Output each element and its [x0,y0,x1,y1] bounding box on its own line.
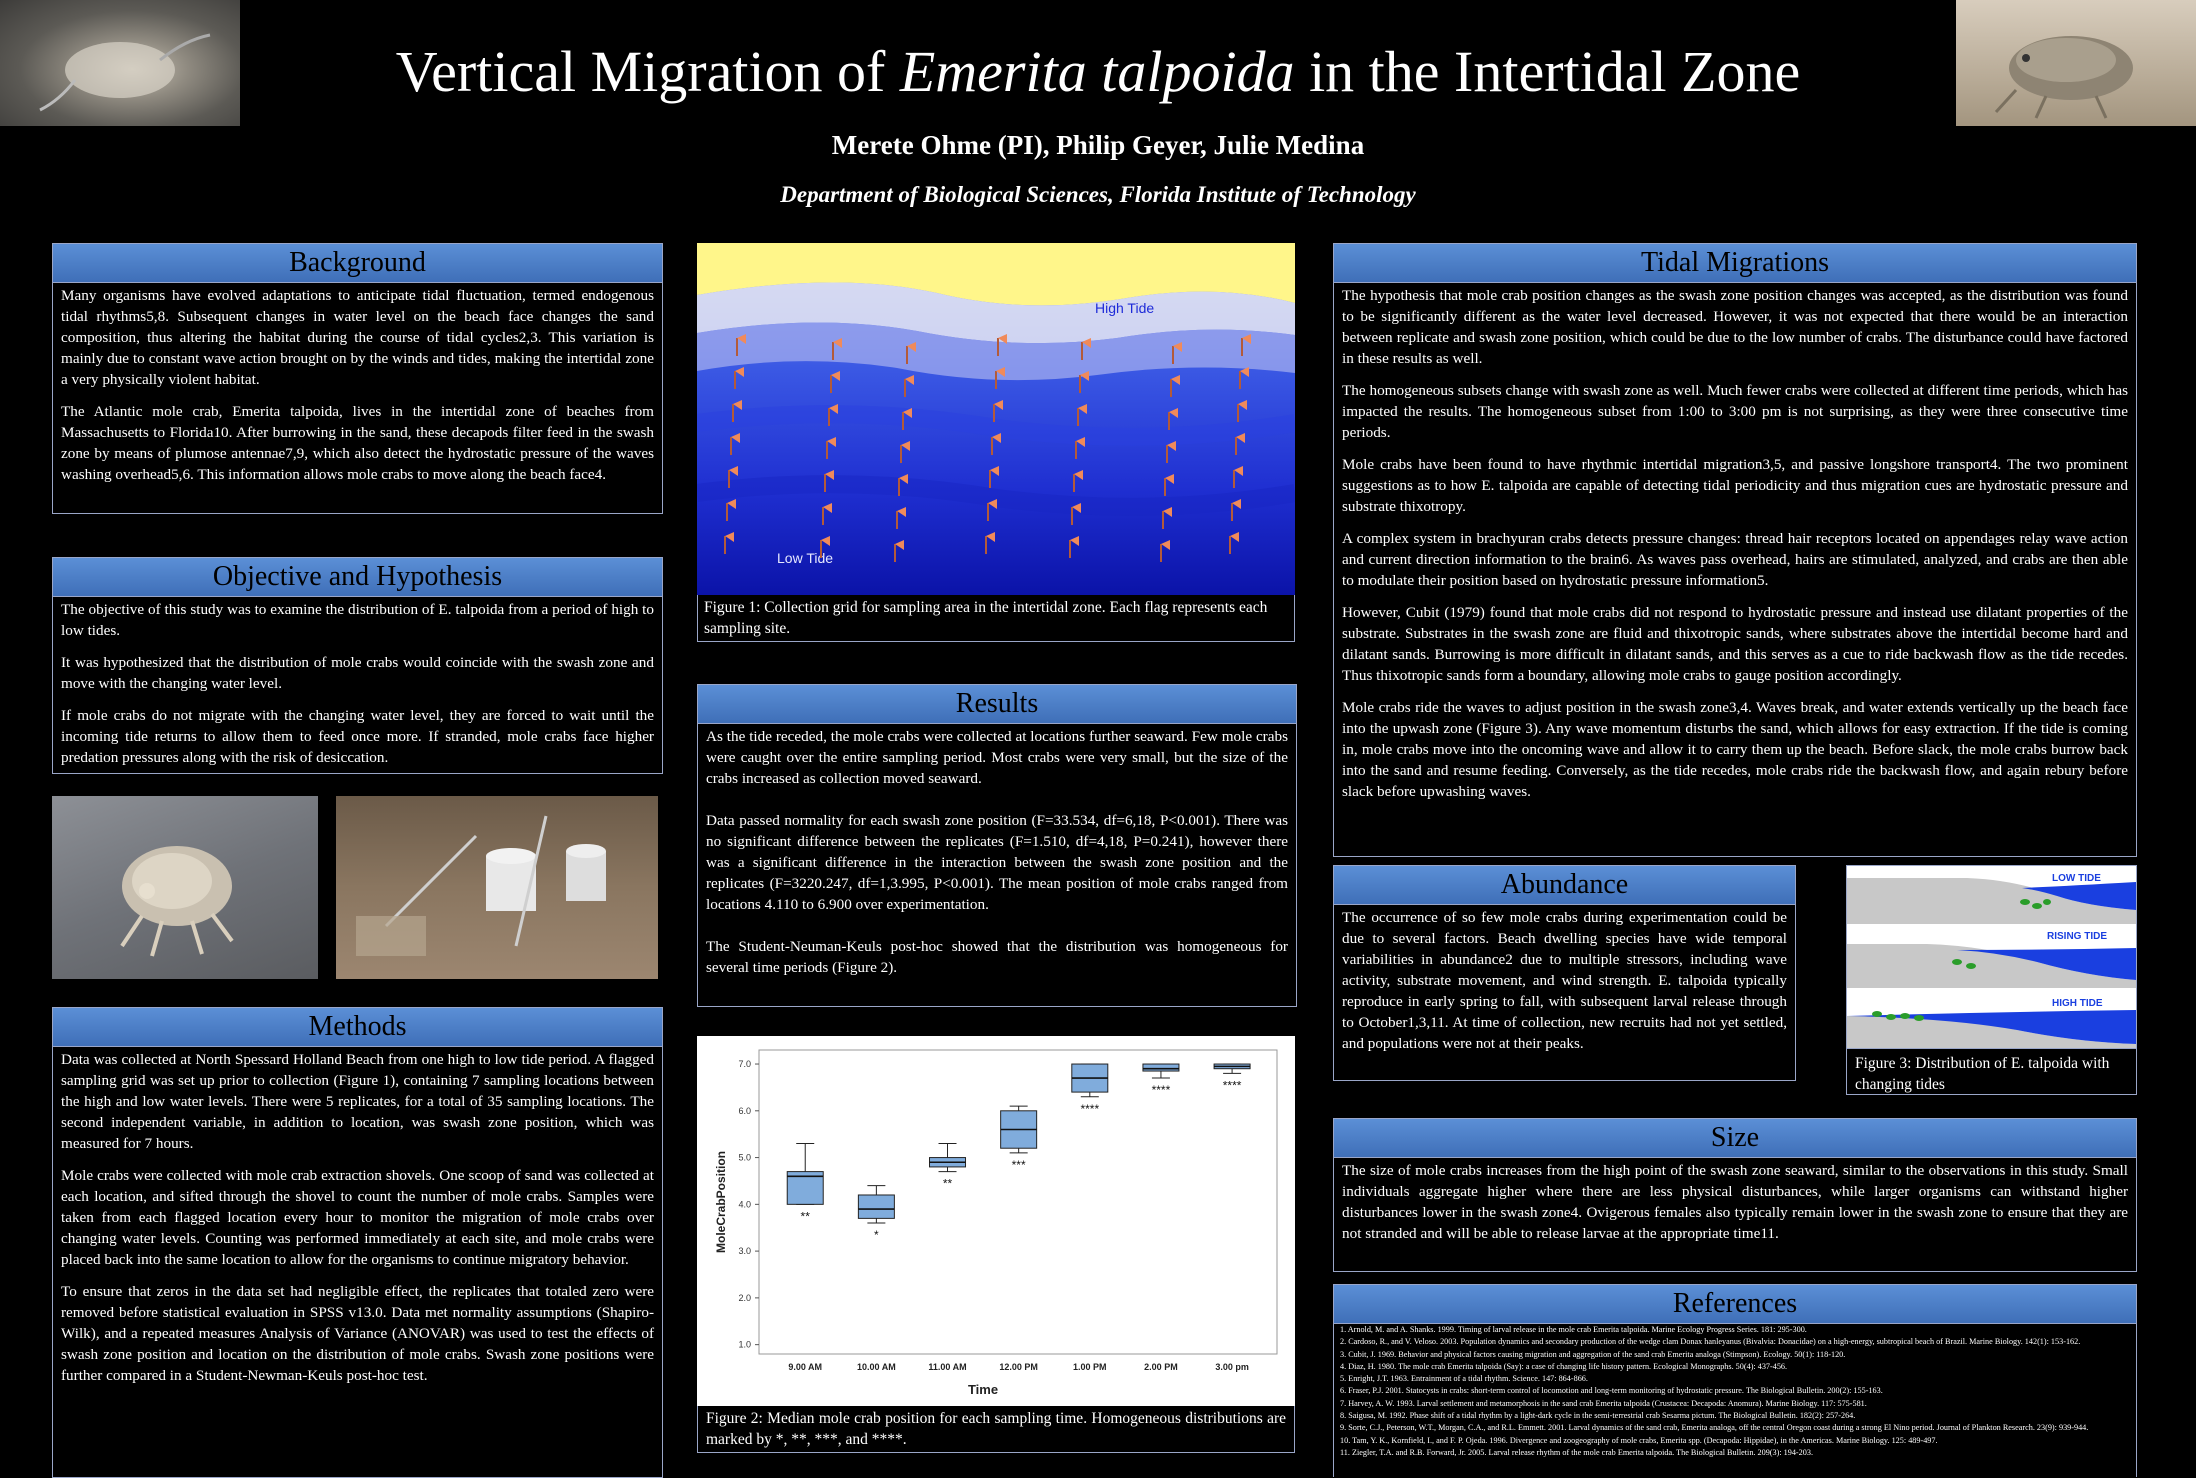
tidal-migrations-heading: Tidal Migrations [1334,244,2136,283]
results-panel [697,684,1297,1007]
objective-panel [52,557,663,774]
authors: Merete Ohme (PI), Philip Geyer, Julie Medina [831,130,1365,160]
size-panel [1333,1118,2137,1272]
background-paragraph-2: The Atlantic mole crab, Emerita talpoida, lives in the intertidal zone of beaches from Massachusetts to Florida10. After burrowing in the sand, these decapods filter feed in the swash zone by means of plumose antennae7,9, which also detect the hydrostatic pressure of the waves washing overhead5,6. This information allows mole crabs to move along the beach face4. [61,403,654,483]
low-tide-panel [1847,866,2136,924]
low-tide-text: LOW TIDE [2052,873,2101,884]
y-tick-label: 6.0 [738,1105,751,1116]
results-heading: Results [698,685,1296,724]
significance-label: ** [800,1209,810,1224]
x-tick-label: 1.00 PM [1073,1362,1107,1372]
box-body [858,1195,894,1218]
references-panel [1333,1284,2137,1477]
title-part-2: in the Intertidal Zone [1294,39,1801,104]
x-axis-label: Time [967,1382,999,1397]
figure2-caption: Figure 2: Median mole crab position for each sampling time. Homogeneous distributions are marked by *, **, ***, and ****. [697,1406,1295,1453]
methods-paragraph-3: To ensure that zeros in the data set had negligible effect, the replicates that totaled zero were removed before statistical evaluation in SPSS v13.0. Data met normality assumptions (Shapiro-Wilk), and a repeated measures Analysis of Variance (ANOVAR) was used to test the effects of swash zone position and location on the distribution of mole crabs. Swash zone positions were further compared in a Student-Newman-Keuls post-hoc test. [61,1283,654,1384]
significance-label: * [874,1228,879,1243]
box-plot-chart [697,1036,1295,1406]
abundance-heading: Abundance [1334,866,1795,905]
background-panel [52,243,663,514]
significance-label: ** [942,1176,953,1191]
x-tick-label: 10.00 AM [857,1362,896,1372]
size-paragraph-1: The size of mole crabs increases from the high point of the swash zone seaward, similar to the observations in this study. Small individuals aggregate higher where there are less physical disturbances, while larger organisms can withstand higher disturbances lower in the swash zone4. Ovigerous females also typically remain lower in the swash zone to ensure that they are not stranded and will be able to release larvae at the appropriate time11. [1342,1162,2128,1242]
references-list [1334,1324,2136,1472]
significance-label: **** [1222,1078,1242,1093]
reference-item: 3. Cubit, J. 1969. Behavior and physical factors causing migration and aggregation of the sand crab Emerita analoga (Stimpson). Ecology. 50(1): 118-120. [1340,1349,1846,1359]
y-tick-label: 7.0 [738,1059,751,1070]
reference-item: 10. Tam, Y. K., Kornfield, I., and F. P. Ojeda. 1996. Divergence and zoogeography of mole crabs, Emerita spp. (Decapoda: Hippidae), in the Americas. Marine Biology. 125: 489-497. [1340,1435,1938,1445]
reference-item: 7. Harvey, A. W. 1993. Larval settlement and metamorphosis in the sand crab Emerita talpoida (Crustacea: Decapoda: Anomura). Marine Biology. 117: 575-581. [1340,1398,1867,1408]
tide-distribution-diagram [1847,866,2136,1048]
background-paragraph-1: Many organisms have evolved adaptations to anticipate tidal fluctuation, termed endogenous tidal rhythms5,8. Subsequent changes in water level on the beach face changes the sand composition, thus altering the habitat during the course of tidal cycles2,3. This variation is mainly due to constant wave action brought on by the winds and tides, making the intertidal zone a very physically violent habitat. [61,287,654,388]
y-tick-label: 3.0 [738,1246,751,1257]
abundance-paragraph-1: The occurrence of so few mole crabs during experimentation could be due to several factors. Beach dwelling species have wide temporal variabilities in abundance2 due to multiple stressors, including wave activity, substrate movement, and wind strength. E. talpoida typically reproduce in early spring to fall, with subsequent larval release through to October1,3,11. At time of collection, new recruits had not yet settled, and populations were not at their peaks. [1342,909,1787,1052]
sampling-grid-diagram [697,243,1295,595]
tidal-paragraph-1: The hypothesis that mole crab position changes as the swash zone position changes was accepted, as the distribution was found to be significantly different as the water level decreased. However, it was not expected that there would be an interaction between replicate and swash zone position, which could be due to the low number of crabs. The disturbance could have factored in these results as well. [1342,287,2128,367]
abundance-panel [1333,865,1796,1081]
tidal-paragraph-4: A complex system in brachyuran crabs detects pressure changes: thread hair receptors located on appendages relay wave action and current direction information to the brain6. As waves pass overhead, hairs are stimulated, analyzed, and crabs are then able to modulate their position based on hydrostatic pressure information5. [1342,530,2128,589]
x-tick-label: 12.00 PM [999,1362,1038,1372]
figure3-caption: Figure 3: Distribution of E. talpoida with changing tides [1847,1048,2136,1097]
y-axis-label: MoleCrabPosition [714,1150,728,1254]
reference-item: 8. Saigusa, M. 1992. Phase shift of a tidal rhythm by a light-dark cycle in the semi-terrestrial crab Sesarma pictum. The Biological Bulletin. 182(2): 257-264. [1340,1411,1856,1421]
reference-item: 9. Sorte, C.J., Peterson, W.T., Morgan, C.A., and R.L. Emmett. 2001. Larval dynamics of the sand crab, Emerita analoga, off the central Oregon coast during a strong El Nino period. Journal of Plankton Research. 23(9): 939-944. [1340,1423,2089,1433]
figure2-panel [697,1036,1295,1454]
objective-paragraph-1: The objective of this study was to examine the distribution of E. talpoida from a period of high to low tides. [61,601,654,639]
tidal-paragraph-2: The homogeneous subsets change with swash zone as well. Much fewer crabs were collected at different time periods, which has impacted the results. The homogeneous subset from 1:00 to 3:00 pm is not surprising, as they were three consecutive time periods. [1342,382,2128,441]
title-species: Emerita talpoida [899,39,1295,104]
objective-heading: Objective and Hypothesis [53,558,662,597]
reference-item: 4. Diaz, H. 1980. The mole crab Emerita talpoida (Say): a case of changing life history pattern. Ecological Monographs. 50(4): 437-456. [1340,1361,1788,1371]
tidal-migrations-panel [1333,243,2137,857]
methods-paragraph-1: Data was collected at North Spessard Holland Beach from one high to low tide period. A flagged sampling grid was set up prior to collection (Figure 1), containing 7 sampling locations between the high and low water levels. There were 5 replicates, for a total of 35 sampling locations. The second independent variable, in addition to location, was swash zone position, which was measured for 7 hours. [61,1051,654,1152]
size-heading: Size [1334,1119,2136,1158]
reference-item: 11. Ziegler, T.A. and R.B. Forward, Jr. 2005. Larval release rhythm of the mole crab Emerita talpoida. The Biological Bulletin. 209(3): 194-203. [1340,1447,1813,1457]
low-tide-label: Low Tide [777,550,834,566]
references-heading: References [1334,1285,2136,1324]
sampling-site-photo [336,796,658,979]
high-tide-panel [1847,998,2136,1048]
reference-item: 1. Arnold, M. and A. Shanks. 1999. Timing of larval release in the mole crab Emerita talpoida. Marine Ecology Progress Series. 181: 295-300. [1340,1325,1807,1334]
methods-heading: Methods [53,1008,662,1047]
background-heading: Background [53,244,662,283]
y-tick-label: 1.0 [738,1339,751,1350]
x-tick-label: 11.00 AM [928,1362,967,1372]
y-tick-label: 5.0 [738,1152,751,1163]
objective-paragraph-3: If mole crabs do not migrate with the changing water level, they are forced to wait until the incoming tide returns to allow them to feed once more. If stranded, mole crabs face higher predation pressures along with the risk of desiccation. [61,707,654,766]
results-paragraph-2: Data passed normality for each swash zone position (F=33.534, df=6,18, P<0.001). There was no significant difference between the replicates (F=1.510, df=4,18, P=0.241), however there was a significant difference in the interaction between the swash zone position and the replicates (F=3220.247, df=1,3.995, P<0.001). The mean position of mole crabs ranged from locations 4.110 to 6.900 over experimentation. [706,812,1288,913]
y-tick-label: 2.0 [738,1292,751,1303]
results-paragraph-3: The Student-Neuman-Keuls post-hoc showed that the distribution was homogeneous for several time periods (Figure 2). [706,938,1288,976]
tidal-paragraph-5: However, Cubit (1979) found that mole crabs did not respond to hydrostatic pressure and instead use dilatant properties of the substrate. Substrates in the swash zone are fluid and thixotropic sands, where substrates above the intertidal become hard and dilatant sands. Burrowing is more difficult in dilatant sands, and this serves as a cue to ride backwash flow as the tide recedes. Thus thixotropic sands form a boundary, allowing mole crabs to gauge position accordingly. [1342,604,2128,684]
tidal-paragraph-3: Mole crabs have been found to have rhythmic intertidal migration3,5, and passive longshore transport4. The two prominent suggestions as to how E. talpoida are capable of detecting tidal periodicity and thus migration cues are hydrostatic pressure and substrate thixotropy. [1342,456,2128,515]
reference-item: 6. Fraser, P.J. 2001. Statocysts in crabs: short-term control of locomotion and long-term monitoring of hydrostatic pressure. The Biological Bulletin. 200(2): 155-163. [1340,1386,1883,1396]
results-paragraph-1: As the tide receded, the mole crabs were collected at locations further seaward. Few mole crabs were caught over the entire sampling period. Most crabs were very small, but the size of the crabs increased as collection moved seaward. [706,728,1288,787]
significance-label: **** [1151,1083,1171,1098]
poster-title [0,38,2196,105]
high-tide-text: HIGH TIDE [2052,998,2103,1009]
x-tick-label: 9.00 AM [788,1362,823,1372]
figure1-panel [697,243,1295,643]
rising-tide-text: RISING TIDE [2047,931,2108,942]
high-tide-label: High Tide [1095,300,1155,316]
reference-item: 2. Cardoso, R., and V. Veloso. 2003. Population dynamics and secondary production of the wedge clam Donax hanleyanus (Bivalvia: Donacidae) on a high-energy, subtropical beach of Brazil. Marine Biology. 142(1): 153-162. [1340,1337,2081,1347]
title-part-1: Vertical Migration of [395,39,900,104]
figure1-caption: Figure 1: Collection grid for sampling area in the intertidal zone. Each flag represents each sampling site. [697,595,1295,642]
x-tick-label: 2.00 PM [1144,1362,1178,1372]
significance-label: *** [1011,1157,1026,1172]
methods-panel [52,1007,663,1478]
figure3-panel [1846,865,2137,1095]
significance-label: **** [1080,1101,1100,1116]
plot-area [759,1050,1277,1354]
tidal-paragraph-6: Mole crabs ride the waves to adjust position in the swash zone3,4. Waves break, and water extends vertically up the beach face into the upwash zone (Figure 3). Any wave momentum disturbs the sand, which allows for easy extraction. If the tide is coming in, mole crabs move into the oncoming wave and allow it to carry them up the beach. Before slack, the mole crabs burrow back into the sand and resume feeding. Conversely, as the tide recedes, mole crabs ride the backwash flow, and again rebury before slack before upwashing waves. [1342,699,2128,800]
x-tick-label: 3.00 pm [1215,1362,1249,1372]
rising-tide-panel [1847,931,2136,988]
affiliation: Department of Biological Sciences, Florida Institute of Technology [780,182,1416,207]
objective-paragraph-2: It was hypothesized that the distribution of mole crabs would coincide with the swash zone and move with the changing water level. [61,654,654,692]
reference-item: 5. Enright, J.T. 1963. Entrainment of a tidal rhythm. Science. 147: 864-866. [1340,1374,1588,1384]
box-body [1143,1064,1179,1071]
methods-paragraph-2: Mole crabs were collected with mole crab extraction shovels. One scoop of sand was collected at each location, and sifted through the shovel to count the number of mole crabs. Samples were taken from each flagged location every hour to monitor the migration of mole crabs over changing water levels. Counting was performed immediately at each site, and mole crabs were placed back into the same location to allow for the organisms to continue migratory behavior. [61,1167,654,1268]
y-tick-label: 4.0 [738,1199,751,1210]
mole-crab-photo [52,796,318,979]
